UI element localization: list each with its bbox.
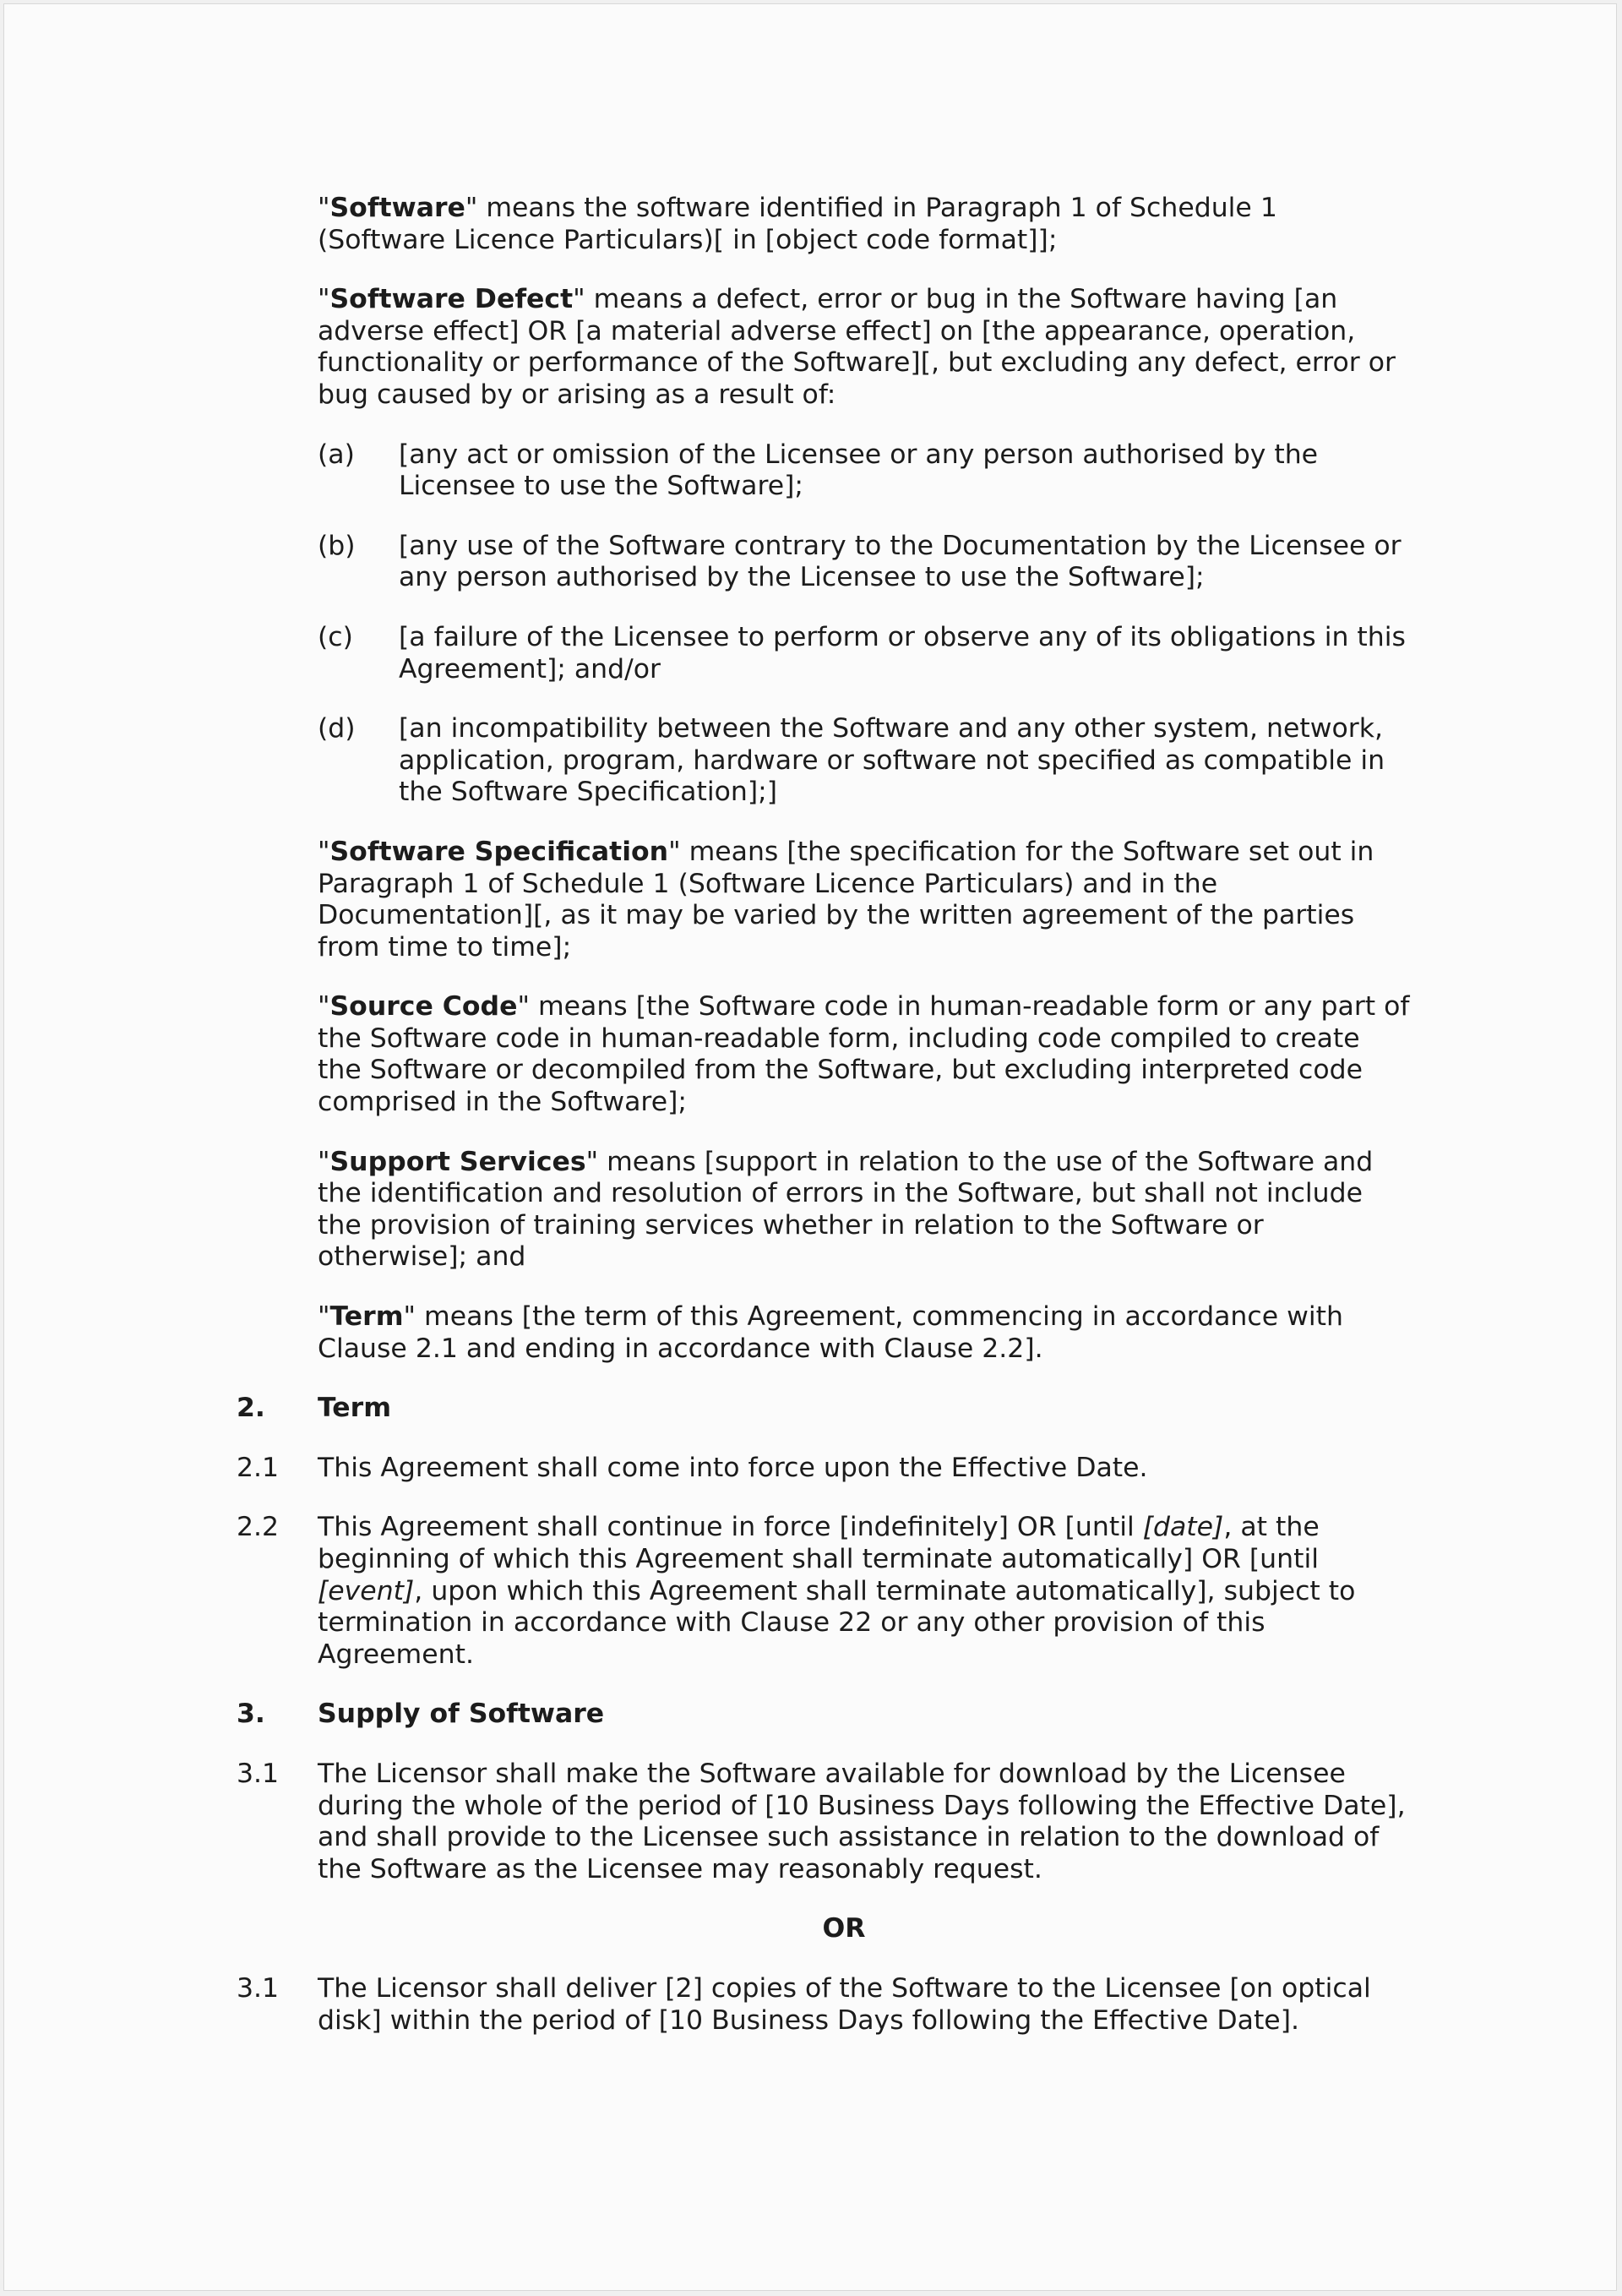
item-text: [any use of the Software contrary to the Documentation by the Licensee or any person authorised by the Licensee to use the Software]; [399, 530, 1402, 593]
definition-text: " means a defect, error or bug in the Software having [an adverse effect] OR [a material adverse effect] on [the appearance, operation, functionality or performance of the Software][, but excluding any defect, error or bug caused by or arising as a result of: [318, 284, 1396, 410]
definition-support-services: "Support Services" means [support in relation to the use of the Software and the identification and resolution of errors in the Software, but shall not include the provision of training services whether in relation to the Software or otherwise]; and [318, 1146, 1374, 1273]
definition-text: " means [the Software code in human-readable form or any part of the Software code in human-readable form, including code compiled to create the Software or decompiled from the Software, but excluding interpreted code comprised in the Software]; [318, 991, 1410, 1118]
clause-number: 3.1 [237, 1972, 280, 2004]
defect-item-b [318, 530, 1411, 594]
clause-text: , at the beginning of which this Agreement shall terminate automatically] OR [until [318, 1512, 1320, 1574]
item-label: (d) [318, 713, 356, 744]
section-number: 3. [237, 1699, 265, 1730]
defect-item-a [318, 439, 1411, 503]
clause-number: 3.1 [237, 1758, 280, 1789]
placeholder-event: [event] [318, 1575, 415, 1606]
section-heading-term [237, 1393, 1411, 1425]
definition-text: " means [the term of this Agreement, commencing in accordance with Clause 2.1 and ending in accordance with Clause 2.2]. [318, 1301, 1343, 1364]
section-title: Supply of Software [318, 1699, 605, 1730]
placeholder-date: [date] [1142, 1512, 1224, 1543]
item-text: [an incompatibility between the Software and any other system, network, application, program, hardware or software not specified as compatible in the Software Specification];] [399, 713, 1385, 808]
document-body [237, 193, 1411, 2064]
definition-term: Software Specification [329, 836, 669, 867]
definition-term-period: "Term" means [the term of this Agreement, commencing in accordance with Clause 2.1 and ending in accordance with Clause 2.2]. [318, 1301, 1343, 1364]
item-label: (c) [318, 621, 353, 652]
definition-software: "Software" means the software identified in Paragraph 1 of Schedule 1 (Software Licence Particulars)[ in [object code format]]; [318, 193, 1277, 255]
clause-number: 2.1 [237, 1452, 280, 1483]
alternative-or: OR [822, 1913, 866, 1944]
section-number: 2. [237, 1393, 265, 1424]
definition-text: " means [support in relation to the use of the Software and the identification and resolution of errors in the Software, but shall not include the provision of training services whether in relation to the Software or otherwise]; and [318, 1146, 1374, 1273]
clause-2-1 [237, 1452, 1411, 1485]
item-text: [a failure of the Licensee to perform or observe any of its obligations in this Agreement]; and/or [399, 621, 1406, 684]
document-page [3, 3, 1617, 2291]
item-text: [any act or omission of the Licensee or any person authorised by the Licensee to use the Software]; [399, 439, 1319, 502]
clause-text: The Licensor shall deliver [2] copies of the Software to the Licensee [on optical disk] within the period of [10 Business Days following the Effective Date]. [318, 1972, 1371, 2036]
clause-text: This Agreement shall continue in force [indefinitely] OR [until [318, 1512, 1143, 1543]
definition-text: " means [the specification for the Software set out in Paragraph 1 of Schedule 1 (Software Licence Particulars) and in the Documentation][, as it may be varied by the written agreement of the parties from time to time]; [318, 836, 1374, 963]
definition-term: Term [329, 1301, 404, 1333]
definition-text: " means the software identified in Paragraph 1 of Schedule 1 (Software Licence Particulars)[ in [object code format]]; [318, 193, 1277, 255]
section-title: Term [318, 1393, 392, 1424]
clause-text: , upon which this Agreement shall terminate automatically], subject to termination in accordance with Clause 22 or any other provision of this Agreement. [318, 1575, 1356, 1670]
definition-term: Support Services [329, 1146, 586, 1177]
clause-number: 2.2 [237, 1512, 280, 1543]
clause-3-1-download [237, 1758, 1411, 1885]
definition-term: Software Defect [329, 284, 574, 315]
definition-term: Source Code [329, 991, 518, 1023]
item-label: (a) [318, 439, 355, 470]
item-label: (b) [318, 530, 356, 561]
definition-software-defect: "Software Defect" means a defect, error or bug in the Software having [an adverse effect] OR [a material adverse effect] on [the appearance, operation, functionality or performance of the Software][, but excluding any defect, error or bug caused by or arising as a result of: [318, 284, 1396, 410]
defect-item-c [318, 621, 1411, 685]
definition-software-specification: "Software Specification" means [the specification for the Software set out in Paragraph 1 of Schedule 1 (Software Licence Particulars) and in the Documentation][, as it may be varied by the written agreement of the parties from time to time]; [318, 836, 1374, 963]
definition-term: Software [329, 193, 465, 223]
clause-text: This Agreement shall come into force upon the Effective Date. [318, 1452, 1148, 1483]
clause-text: The Licensor shall make the Software available for download by the Licensee during the whole of the period of [10 Business Days following the Effective Date], and shall provide to the Licensee such assistance in relation to the download of the Software as the Licensee may reasonably request. [318, 1758, 1406, 1884]
clause-3-1-delivery [237, 1972, 1411, 2037]
section-heading-supply [237, 1699, 1411, 1731]
clause-2-2 [237, 1512, 1411, 1671]
defect-item-d [318, 713, 1411, 809]
definition-source-code: "Source Code" means [the Software code in human-readable form or any part of the Software code in human-readable form, including code compiled to create the Software or decompiled from the Software, but excluding interpreted code comprised in the Software]; [318, 991, 1410, 1118]
